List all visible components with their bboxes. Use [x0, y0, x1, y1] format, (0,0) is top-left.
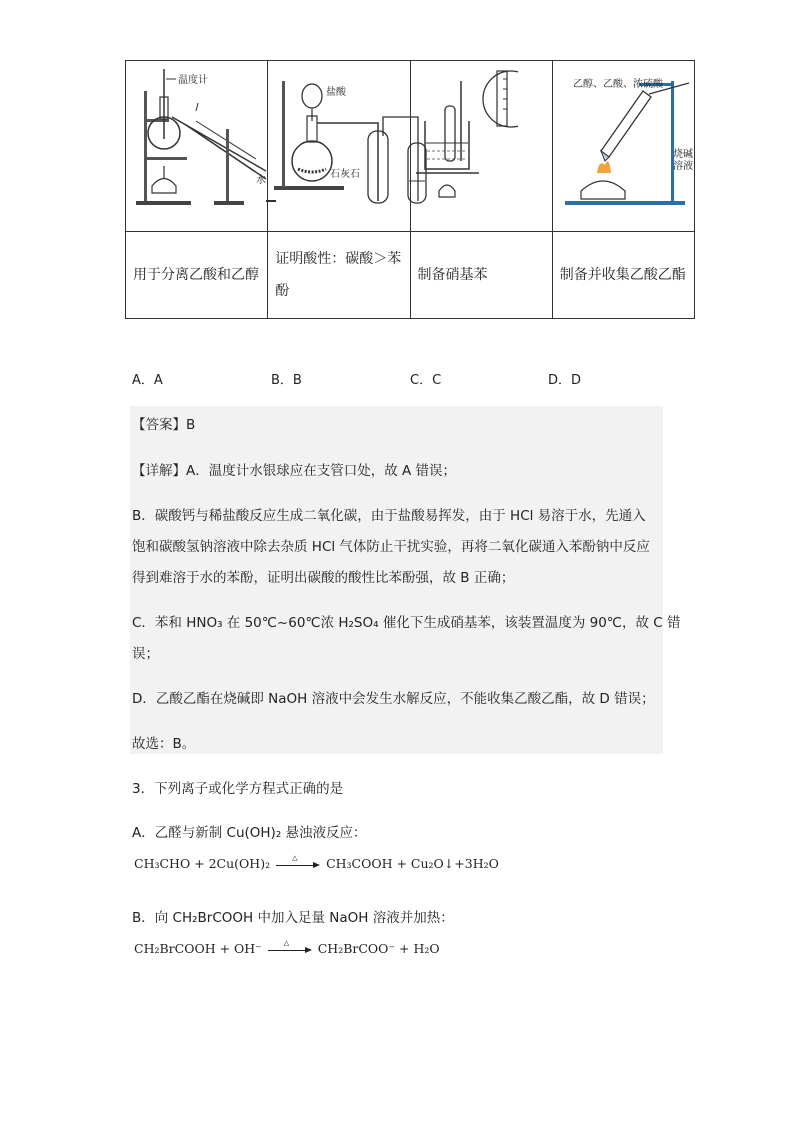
- hydrochloric-acid-label: 盐酸: [326, 87, 347, 98]
- reaction-arrow-b: [268, 938, 312, 955]
- detail-d: D．乙酸乙酯在烧碱即 NaOH 溶液中会发生水解反应，不能收集乙酸乙酯，故 D 错误；: [132, 691, 655, 707]
- thermometer-label: 温度计: [178, 75, 208, 86]
- naoh-label-line2: 溶液: [672, 161, 693, 172]
- caption-d: 制备并收集乙酸乙酯: [552, 232, 694, 319]
- reagents-label: [573, 77, 664, 90]
- caption-b: 证明酸性：碳酸＞苯酚: [268, 232, 410, 319]
- water-label: 水: [256, 175, 266, 186]
- equation-a: [134, 853, 499, 871]
- naoh-label-line1: 烧碱: [672, 149, 693, 160]
- question-3-stem: 3．下列离子或化学方程式正确的是: [132, 781, 344, 797]
- distillation-apparatus-figure: [126, 61, 280, 231]
- option-a: A．A: [132, 373, 163, 388]
- figure-a-cell: [126, 61, 268, 232]
- equation-b-left: CH₂BrCOOH + OH⁻: [134, 941, 262, 956]
- equation-b-right: CH₂BrCOO⁻ + H₂O: [317, 941, 440, 956]
- apparatus-table: [125, 60, 695, 319]
- answer-line: 【答案】B: [132, 417, 196, 433]
- nitrobenzene-apparatus-figure: [411, 61, 518, 231]
- option-d: D．D: [548, 373, 582, 388]
- detail-a: 【详解】A．温度计水银球应在支管口处，故 A 错误；: [132, 463, 457, 479]
- caption-c: 制备硝基苯: [410, 232, 552, 319]
- equation-a-left: CH₃CHO + 2Cu(OH)₂: [134, 856, 271, 871]
- option-b: B．B: [271, 373, 302, 388]
- reagents-label-line: 乙醇、乙酸、浓硫酸: [572, 79, 663, 90]
- caption-a: 用于分离乙酸和乙醇: [126, 232, 268, 319]
- equation-b: [134, 938, 440, 956]
- figure-c-cell: [410, 61, 552, 232]
- detail-c-line2: 误；: [132, 646, 159, 662]
- detail-b-line2: 饱和碳酸氢钠溶液中除去杂质 HCl 气体防止干扰实验，再将二氧化碳通入苯酚钠中反应: [132, 539, 650, 555]
- figure-b-cell: [268, 61, 410, 232]
- heat-symbol: △: [292, 853, 298, 862]
- detail-b-line3: 得到难溶于水的苯酚，证明出碳酸的酸性比苯酚强，故 B 正确；: [132, 570, 515, 586]
- detail-c-line1: C．苯和 HNO₃ 在 50℃~60℃浓 H₂SO₄ 催化下生成硝基苯，该装置温度为 90℃，故 C 错: [132, 615, 681, 631]
- conclusion: 故选：B。: [132, 736, 196, 752]
- option-c: C．C: [410, 373, 442, 388]
- ethyl-acetate-apparatus-figure: [553, 61, 694, 231]
- question-3-option-b: B．向 CH₂BrCOOH 中加入足量 NaOH 溶液并加热：: [132, 910, 454, 926]
- question-3-option-a: A．乙醛与新制 Cu(OH)₂ 悬浊液反应：: [132, 825, 367, 841]
- carbonic-acid-phenol-apparatus-figure: [268, 61, 432, 231]
- heat-symbol: △: [283, 938, 290, 947]
- equation-a-right: CH₃COOH + Cu₂O↓+3H₂O: [326, 856, 499, 871]
- reaction-arrow-a: [276, 853, 320, 870]
- figure-d-cell: [552, 61, 694, 232]
- limestone-label: 石灰石: [330, 169, 361, 180]
- detail-b-line1: B．碳酸钙与稀盐酸反应生成二氧化碳，由于盐酸易挥发，由于 HCl 易溶于水，先通入: [132, 508, 646, 524]
